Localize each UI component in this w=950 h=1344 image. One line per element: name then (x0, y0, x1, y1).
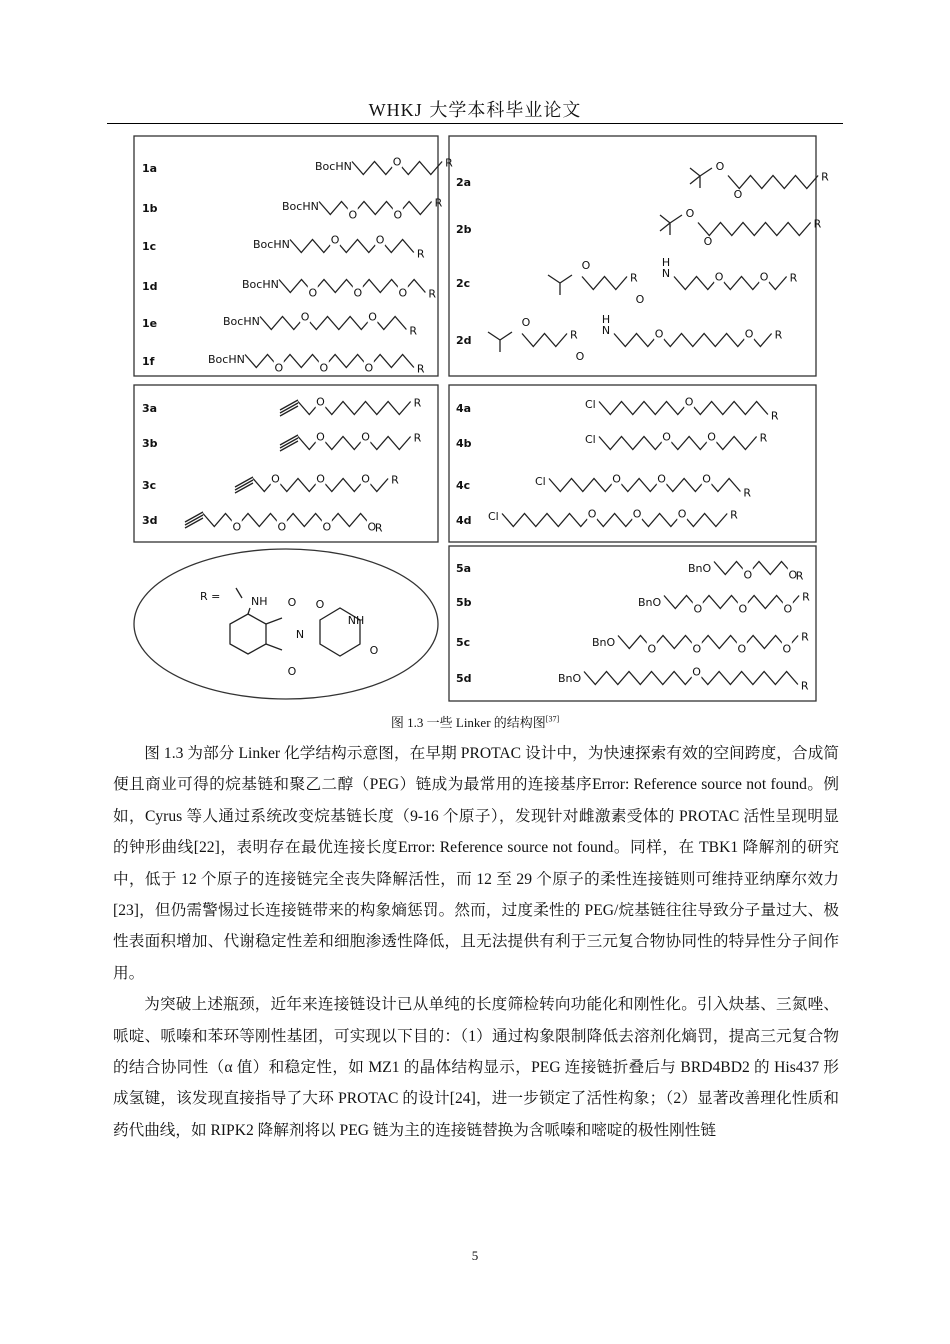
panel-4-chain-r-group: R (743, 486, 752, 500)
panel-2-tbu (690, 168, 712, 188)
header-rule (107, 123, 843, 124)
panel-4-chain-bonds (549, 479, 740, 492)
panel-2-label: 2a (456, 176, 472, 189)
panel-5-label: 5c (456, 636, 471, 649)
header-title: 大学本科毕业论文 (422, 100, 582, 121)
panel-1-chain-oxygen: O (330, 233, 340, 247)
panel-5-chain-r-group: R (800, 679, 809, 693)
panel-3-label: 3b (142, 437, 158, 450)
panel-4-chain-bonds (599, 402, 768, 415)
panel-4-chain-r-group: R (770, 409, 779, 423)
panel-4-chain-bonds (599, 437, 757, 450)
panel-2-amide-h: H (601, 313, 611, 326)
panel-2-carbonyl-o: O (703, 235, 713, 248)
r-group-o2: O (287, 665, 297, 678)
panel-2-chain-bonds (674, 277, 787, 290)
panel-4-cl: Cl (488, 510, 499, 523)
panel-2-ester-o: O (685, 207, 695, 220)
panel-5-chain-oxygen: O (743, 568, 753, 582)
panel-1-label: 1b (142, 202, 158, 215)
panel-3-chain-oxygen: O (316, 395, 325, 409)
panel-1-chain-r-group: R (416, 247, 425, 261)
panel-1-chain-oxygen: O (364, 361, 374, 375)
panel-4-cl: Cl (535, 475, 546, 488)
panel-1-chain-bonds (290, 240, 414, 253)
panel-3-chain-oxygen: O (232, 520, 242, 534)
header-latin: WHKJ (368, 100, 423, 120)
panel-2-succ-r-group: R (570, 328, 578, 342)
panel-2-carbonyl-o: O (733, 188, 743, 201)
panel-5-label: 5d (456, 672, 472, 685)
panel-3-chain-oxygen: O (322, 520, 332, 534)
r-group-wavy (236, 588, 242, 598)
panel-2-amide-h: H (661, 256, 671, 269)
panel-2-tbu (488, 332, 512, 352)
figure-caption (107, 712, 843, 731)
panel-3-alkyne (185, 512, 203, 528)
panel-4-chain-oxygen: O (677, 507, 687, 521)
panel-1-chain-bonds (319, 202, 432, 215)
panel-1-chain-oxygen: O (375, 233, 385, 247)
panel-4-chain-oxygen: O (632, 507, 642, 521)
panel-2-succ-r-group: R (630, 271, 638, 285)
r-group-o4: O (369, 644, 379, 657)
r-group-benzene (230, 614, 266, 654)
r-group-ellipse (134, 549, 438, 699)
panel-2-succ-bonds (582, 277, 627, 290)
panel-4-cl: Cl (585, 398, 596, 411)
panel-2-chain-oxygen: O (744, 327, 754, 341)
panel-2-succ-bonds (522, 334, 567, 347)
r-group-label: R = (200, 590, 221, 603)
panel-1-chain-bonds (245, 355, 414, 368)
body-text (113, 738, 839, 1146)
panel-2-amide-o: O (575, 350, 585, 363)
caption-ref: [37] (545, 714, 560, 724)
panel-1-bochn: BocHN (208, 353, 245, 366)
panel-1-chain-oxygen: O (392, 155, 402, 169)
panel-5-chain-oxygen: O (693, 602, 703, 616)
panel-3-chain-r-group: R (413, 396, 422, 410)
panel-2-chain-oxygen: O (759, 270, 769, 284)
panel-1-label: 1f (142, 355, 155, 368)
panel-1-chain-oxygen: O (398, 286, 408, 300)
caption-text: 图 1.3 一些 Linker 的结构图 (390, 715, 546, 730)
panel-2-ester-o: O (715, 160, 725, 173)
panel-1-chain-oxygen: O (300, 310, 310, 324)
panel-2-chain-oxygen: O (714, 270, 724, 284)
panel-4-chain-oxygen: O (612, 472, 621, 486)
panel-1-bochn: BocHN (242, 278, 279, 291)
panel-3-chain-oxygen: O (277, 520, 287, 534)
panel-3-chain-r-group: R (374, 521, 383, 535)
panel-4-label: 4c (456, 479, 471, 492)
panel-2-ester-o: O (581, 259, 591, 272)
panel-1-chain-oxygen: O (353, 286, 363, 300)
panel-5-chain-r-group: R (801, 630, 809, 644)
r-group-n: N (295, 628, 305, 641)
panel-1-chain-r-group: R (434, 196, 443, 210)
figure-svg (130, 130, 829, 705)
panel-2-amide-n: N (601, 324, 611, 337)
panel-5-chain-oxygen: O (737, 642, 747, 656)
panel-1-chain-oxygen: O (274, 361, 284, 375)
panel-3-chain-oxygen: O (367, 520, 377, 534)
panel-3-chain-oxygen: O (316, 472, 325, 486)
panel-2-chain-r-group: R (774, 328, 783, 342)
panel-4-chain-r-group: R (759, 431, 768, 445)
paragraph-1: 图 1.3 为部分 Linker 化学结构示意图，在早期 PROTAC 设计中，为快速探索有效的空间跨度，合成简便且商业可得的烷基链和聚乙二醇（PEG）链成为最常用的连接基序Error: Reference source not found。例如，Cyrus 等人通过系统改变烷基链长度（9-16 个原子），发现针对雌激素受体的 PROTAC 活性呈现明显的钟形曲线[22]，表明存在最优连接长度Error: Reference source not found。同样，在 TBK1 降解剂的研究中，低于 12 个原子的连接链完全丧失降解活性，而 12 至 29 个原子的柔性连接链则可维持亚纳摩尔效力[23]，但仍需警惕过长连接链带来的构象熵惩罚。然而，过度柔性的 PEG/烷基链往往导致分子量过大、极性表面积增加、代谢稳定性差和细胞渗透性降低，且无法提供有利于三元复合物协同性的特异性分子间作用。 (113, 745, 839, 982)
panel-3-chain-oxygen: O (271, 472, 280, 486)
panel-3-label: 3c (142, 479, 157, 492)
panel-3-alkyne (280, 400, 298, 416)
page-number: 5 (471, 1248, 479, 1263)
panel-1-chain-oxygen: O (368, 310, 377, 324)
panel-4-chain-oxygen: O (707, 430, 716, 444)
panel-4-chain-r-group: R (730, 508, 738, 522)
r-group-o3: O (315, 598, 325, 611)
panel-3-chain-bonds (203, 514, 372, 527)
panel-5-chain-oxygen: O (647, 642, 657, 656)
panel-1-chain-oxygen: O (393, 208, 403, 222)
panel-5-chain-bonds (664, 596, 799, 609)
panel-2-chain-r-group: R (813, 217, 822, 231)
panel-2-chain-r-group: R (789, 271, 798, 285)
panel-1-bochn: BocHN (253, 238, 290, 251)
panel-2-chain-bonds (728, 176, 818, 189)
panel-1-chain-r-group: R (409, 324, 418, 338)
panel-5-chain-oxygen: O (788, 568, 798, 582)
panel-5-chain-oxygen: O (738, 602, 748, 616)
panel-5-label: 5a (456, 562, 472, 575)
panel-5-chain-r-group: R (795, 569, 804, 583)
panel-5-chain-bonds (584, 672, 798, 685)
panel-1-chain-oxygen: O (348, 208, 358, 222)
panel-1-chain-r-group: R (416, 362, 425, 376)
panel-1-label: 1e (142, 317, 158, 330)
panel-3-chain-r-group: R (391, 473, 399, 487)
panel-2-chain-oxygen: O (654, 327, 664, 341)
panel-3-chain-bonds (298, 437, 411, 450)
running-header (107, 96, 843, 122)
panel-4-label: 4a (456, 402, 472, 415)
panel-1-chain-r-group: R (445, 156, 453, 170)
panel-5-chain-bonds (618, 636, 798, 649)
panel-5-bno: BnO (638, 596, 662, 609)
panel-3-chain-r-group: R (413, 431, 422, 445)
panel-5-chain-oxygen: O (782, 642, 792, 656)
panel-1-chain-bonds (260, 317, 406, 330)
panel-2-amide-o: O (635, 293, 645, 306)
panel-4-chain-oxygen: O (662, 430, 671, 444)
panel-4-chain-oxygen: O (702, 472, 711, 486)
panel-3-frame (134, 385, 438, 542)
panel-3-chain-oxygen: O (361, 472, 370, 486)
panel-1-label: 1d (142, 280, 158, 293)
r-group-o1: O (287, 596, 297, 609)
panel-3-chain-oxygen: O (361, 430, 370, 444)
panel-4-chain-oxygen: O (587, 507, 597, 521)
panel-3-alkyne (235, 477, 253, 493)
panel-1-bochn: BocHN (282, 200, 319, 213)
panel-4-label: 4b (456, 437, 472, 450)
panel-1-bochn: BocHN (315, 160, 352, 173)
panel-5-label: 5b (456, 596, 472, 609)
panel-2-tbu (660, 215, 682, 235)
panel-2-label: 2b (456, 223, 472, 236)
panel-5-chain-bonds (714, 562, 793, 575)
panel-2-label: 2d (456, 334, 472, 347)
panel-3-chain-oxygen: O (316, 430, 325, 444)
panel-1-chain-r-group: R (428, 287, 437, 301)
panel-4-chain-oxygen: O (684, 395, 694, 409)
panel-5-chain-oxygen: O (783, 602, 793, 616)
panel-2-frame (449, 136, 816, 376)
panel-5-bno: BnO (688, 562, 712, 575)
panel-4-chain-bonds (502, 514, 727, 527)
panel-1-frame (134, 136, 438, 376)
panel-4-label: 4d (456, 514, 472, 527)
panel-2-label: 2c (456, 277, 471, 290)
panel-1-label: 1a (142, 162, 158, 175)
panel-4-chain-oxygen: O (657, 472, 666, 486)
panel-5-bno: BnO (592, 636, 616, 649)
paragraph-2: 为突破上述瓶颈，近年来连接链设计已从单纯的长度筛检转向功能化和刚性化。引入炔基、三氮唑、哌啶、哌嗪和苯环等刚性基团，可实现以下目的：（1）通过构象限制降低去溶剂化熵罚，提高三元复合物的结合协同性（α 值）和稳定性，如 MZ1 的晶体结构显示，PEG 连接链折叠后与 BRD4BD2 的 His437 形成氢键，该发现直接指导了大环 PROTAC 的设计[24]，进一步锁定了活性构象；（2）显著改善理化性质和药代曲线，如 RIPK2 降解剂将以 PEG 链为主的连接链替换为含哌嗪和嘧啶的极性刚性链 (113, 996, 839, 1139)
panel-5-chain-oxygen: O (692, 665, 701, 679)
r-group-bonds (248, 608, 282, 650)
panel-5-bno: BnO (558, 672, 582, 685)
panel-2-tbu (548, 275, 572, 295)
r-group-nh: NH (251, 595, 268, 608)
panel-3-label: 3d (142, 514, 158, 527)
panel-5-frame (449, 546, 816, 701)
panel-4-cl: Cl (585, 433, 596, 446)
panel-5-chain-r-group: R (802, 590, 810, 604)
panel-2-chain-r-group: R (821, 170, 829, 184)
r-group-nh2: NH (347, 614, 365, 627)
panel-2-chain-bonds (698, 223, 811, 236)
panel-2-ester-o: O (521, 316, 531, 329)
linker-structures-figure (130, 130, 829, 705)
panel-3-chain-bonds (298, 402, 411, 415)
panel-1-bochn: BocHN (223, 315, 260, 328)
panel-3-alkyne (280, 435, 298, 451)
panel-1-chain-oxygen: O (319, 361, 329, 375)
panel-3-label: 3a (142, 402, 158, 415)
panel-2-amide-n: N (661, 267, 671, 280)
panel-5-chain-oxygen: O (692, 642, 702, 656)
panel-1-chain-oxygen: O (308, 286, 318, 300)
panel-1-label: 1c (142, 240, 157, 253)
